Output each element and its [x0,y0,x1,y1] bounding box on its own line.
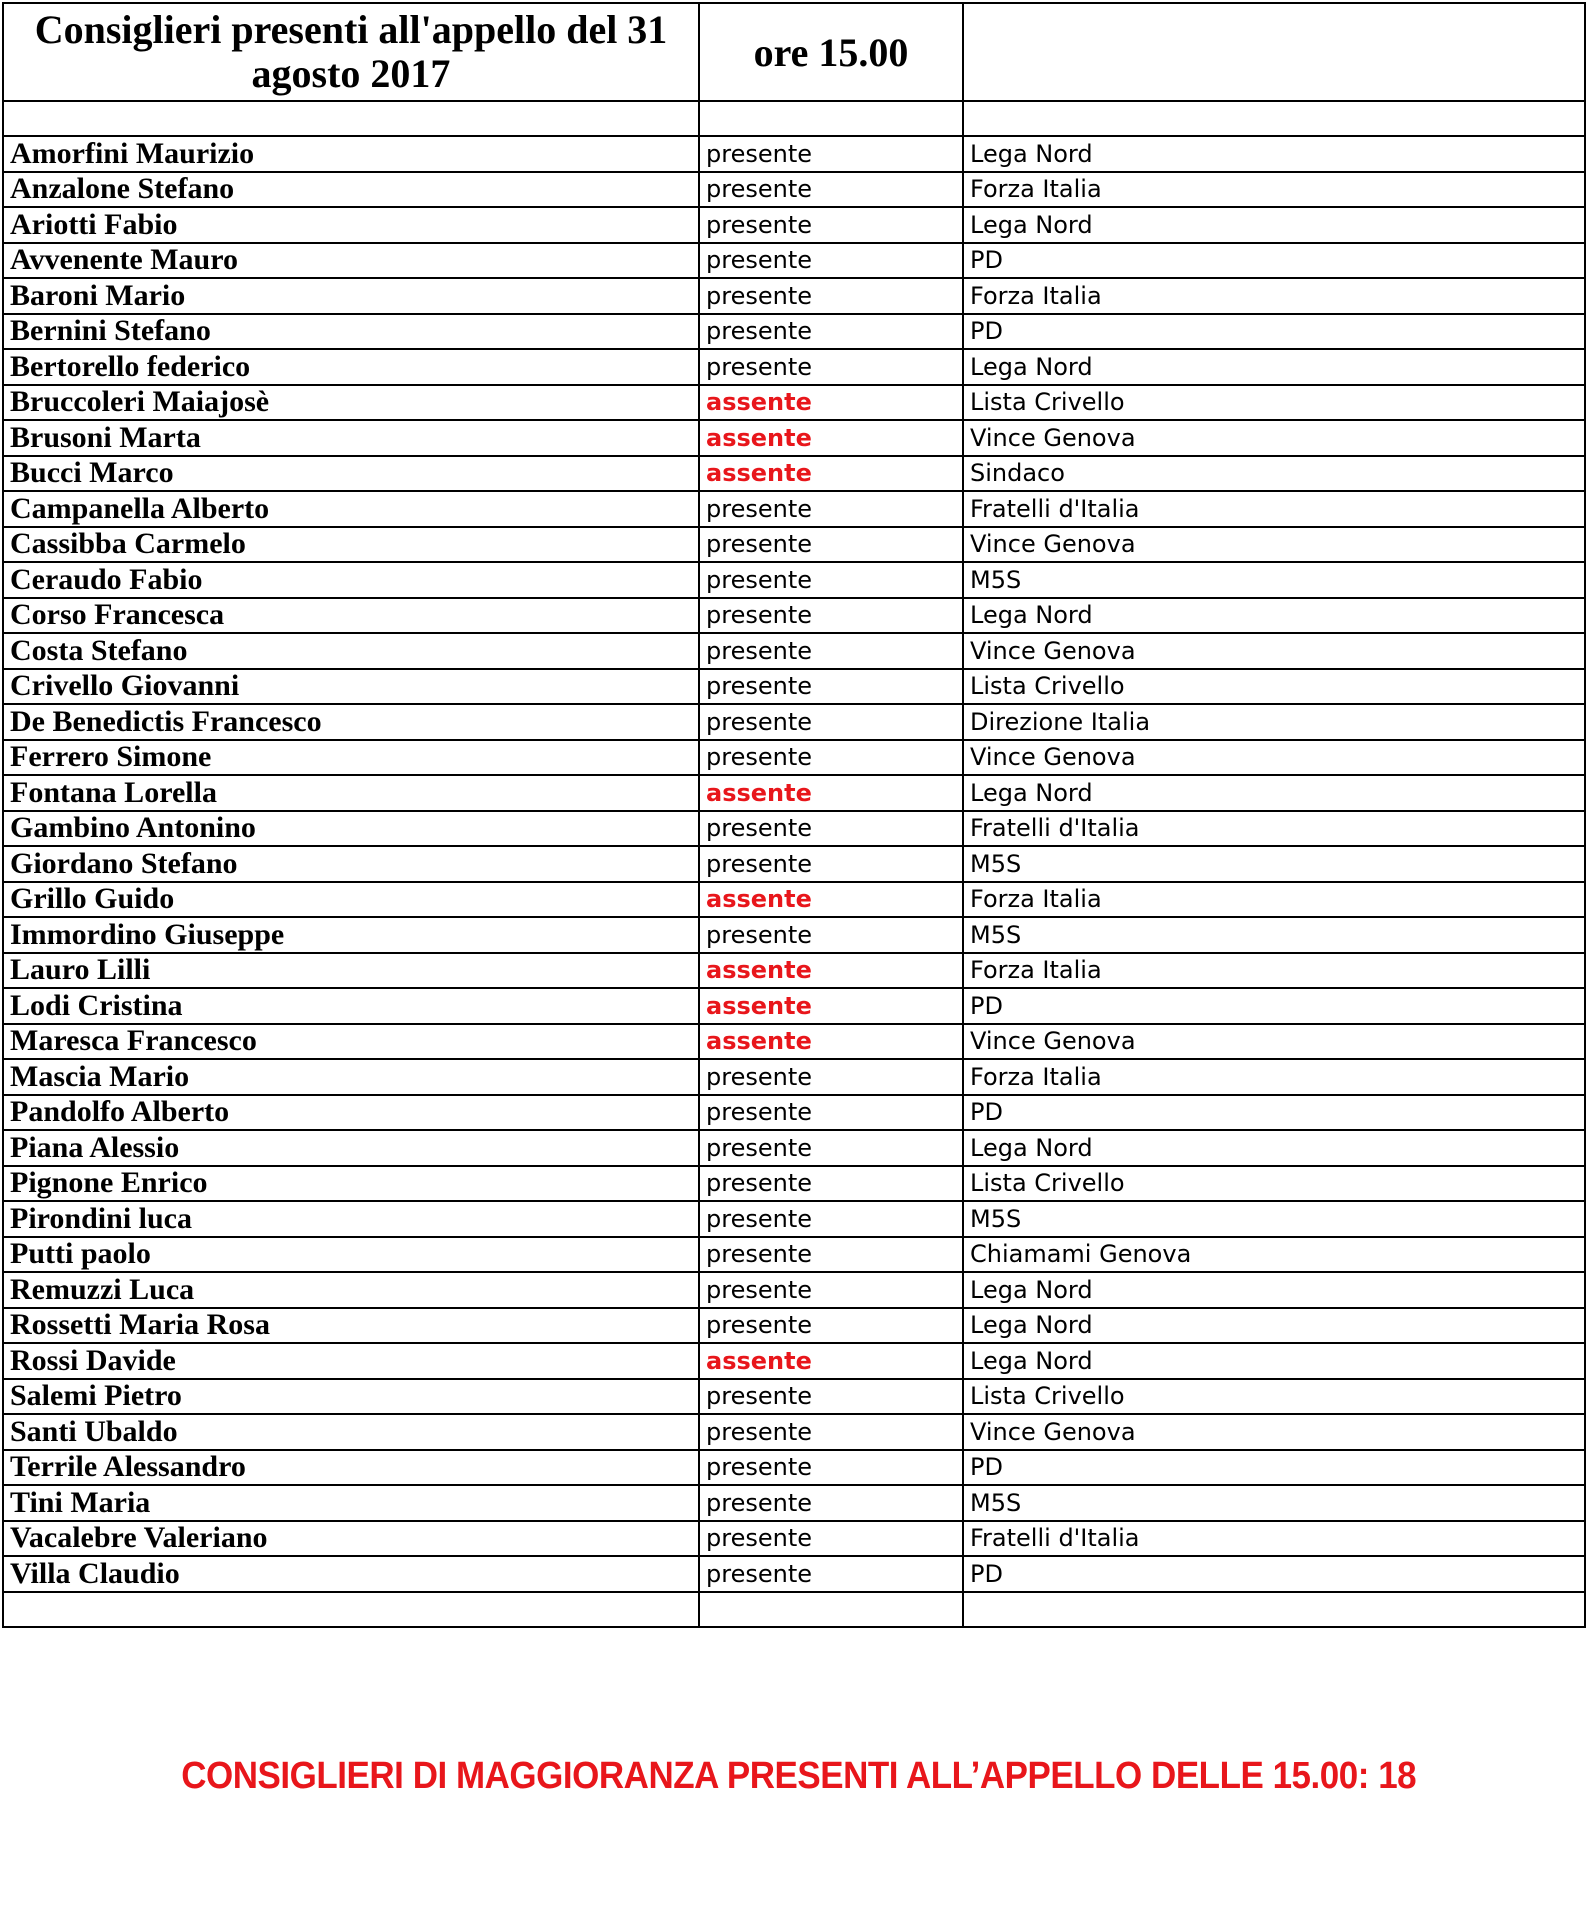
spacer-row [3,101,1585,136]
empty-cell [963,101,1585,136]
party-group: Lega Nord [963,1272,1585,1308]
attendance-status: presente [699,1308,963,1344]
councillor-name: Pirondini luca [3,1201,699,1237]
party-group: M5S [963,1485,1585,1521]
table-row [3,1414,1585,1450]
attendance-status: presente [699,1166,963,1202]
councillor-name: Campanella Alberto [3,491,699,527]
party-group: Forza Italia [963,1059,1585,1095]
party-group: Forza Italia [963,278,1585,314]
party-group: PD [963,988,1585,1024]
attendance-status: presente [699,1414,963,1450]
councillor-name: Pignone Enrico [3,1166,699,1202]
table-row [3,243,1585,279]
table-row [3,1308,1585,1344]
attendance-status: presente [699,491,963,527]
attendance-status: presente [699,243,963,279]
party-group: Lista Crivello [963,1166,1585,1202]
table-row [3,669,1585,705]
table-row [3,740,1585,776]
table-row [3,1024,1585,1060]
party-group: Direzione Italia [963,704,1585,740]
party-group: Vince Genova [963,633,1585,669]
party-group: Forza Italia [963,953,1585,989]
attendance-status: assente [699,385,963,421]
party-group: M5S [963,562,1585,598]
party-group: Lista Crivello [963,385,1585,421]
councillor-name: Pandolfo Alberto [3,1095,699,1131]
attendance-status: presente [699,278,963,314]
empty-cell [3,101,699,136]
councillor-name: Rossetti Maria Rosa [3,1308,699,1344]
councillor-name: Gambino Antonino [3,811,699,847]
attendance-status: presente [699,1130,963,1166]
attendance-status: presente [699,846,963,882]
councillor-name: Lodi Cristina [3,988,699,1024]
table-row [3,172,1585,208]
party-group: Forza Italia [963,882,1585,918]
councillor-name: Santi Ubaldo [3,1414,699,1450]
table-row [3,1379,1585,1415]
sheet-title: Consiglieri presenti all'appello del 31 agosto 2017 [3,3,699,101]
party-group: PD [963,243,1585,279]
councillor-name: Terrile Alessandro [3,1450,699,1486]
table-row [3,1095,1585,1131]
attendance-status: assente [699,953,963,989]
attendance-status: presente [699,1556,963,1592]
party-group: PD [963,1095,1585,1131]
attendance-status: presente [699,598,963,634]
table-row [3,207,1585,243]
attendance-status: presente [699,562,963,598]
party-group: Lega Nord [963,1343,1585,1379]
councillor-name: Bucci Marco [3,456,699,492]
councillor-name: Giordano Stefano [3,846,699,882]
councillor-name: Immordino Giuseppe [3,917,699,953]
table-row [3,917,1585,953]
attendance-status: assente [699,882,963,918]
councillor-name: Avvenente Mauro [3,243,699,279]
party-group: Lega Nord [963,349,1585,385]
party-group: Lega Nord [963,136,1585,172]
table-row [3,988,1585,1024]
party-group: Fratelli d'Italia [963,811,1585,847]
attendance-status: assente [699,775,963,811]
table-row [3,1237,1585,1273]
attendance-status: presente [699,740,963,776]
table-row [3,953,1585,989]
councillor-name: Bruccoleri Maiajosè [3,385,699,421]
party-group: M5S [963,917,1585,953]
table-row [3,1521,1585,1557]
party-group: M5S [963,1201,1585,1237]
councillor-name: Fontana Lorella [3,775,699,811]
attendance-status: assente [699,988,963,1024]
councillor-name: Piana Alessio [3,1130,699,1166]
table-row [3,136,1585,172]
party-group: Fratelli d'Italia [963,1521,1585,1557]
attendance-status: presente [699,1485,963,1521]
councillor-name: Cassibba Carmelo [3,527,699,563]
councillor-name: Bernini Stefano [3,314,699,350]
table-row [3,385,1585,421]
party-group: Lega Nord [963,598,1585,634]
session-time: ore 15.00 [699,3,963,101]
party-group: M5S [963,846,1585,882]
party-group: Vince Genova [963,1024,1585,1060]
councillor-name: Anzalone Stefano [3,172,699,208]
attendance-status: presente [699,669,963,705]
table-row [3,314,1585,350]
attendance-status: presente [699,811,963,847]
attendance-table [2,2,1586,1628]
empty-cell [699,101,963,136]
attendance-status: presente [699,1272,963,1308]
table-row [3,882,1585,918]
empty-row [3,1592,1585,1627]
table-row [3,1556,1585,1592]
table-row [3,1166,1585,1202]
majority-count-note: CONSIGLIERI DI MAGGIORANZA PRESENTI ALL’APPELLO DELLE 15.00: 18 [181,1755,1417,1797]
party-group: Vince Genova [963,527,1585,563]
attendance-status: presente [699,349,963,385]
attendance-status: presente [699,1095,963,1131]
councillor-name: Costa Stefano [3,633,699,669]
header-row [3,3,1585,101]
table-row [3,1130,1585,1166]
empty-cell [963,1592,1585,1627]
party-group: Vince Genova [963,420,1585,456]
councillor-name: Salemi Pietro [3,1379,699,1415]
empty-cell [699,1592,963,1627]
party-group: PD [963,1556,1585,1592]
councillor-name: Tini Maria [3,1485,699,1521]
table-row [3,527,1585,563]
table-row [3,278,1585,314]
councillor-name: Grillo Guido [3,882,699,918]
party-group: Sindaco [963,456,1585,492]
attendance-status: presente [699,172,963,208]
councillor-name: Crivello Giovanni [3,669,699,705]
party-group: Lega Nord [963,1308,1585,1344]
councillor-name: Amorfini Maurizio [3,136,699,172]
attendance-status: presente [699,1450,963,1486]
table-row [3,349,1585,385]
table-row [3,1450,1585,1486]
header-empty-cell [963,3,1585,101]
councillor-name: De Benedictis Francesco [3,704,699,740]
councillor-name: Putti paolo [3,1237,699,1273]
table-row [3,491,1585,527]
table-row [3,1059,1585,1095]
party-group: Lista Crivello [963,669,1585,705]
table-row [3,1272,1585,1308]
empty-cell [3,1592,699,1627]
table-row [3,1201,1585,1237]
councillor-name: Maresca Francesco [3,1024,699,1060]
party-group: Chiamami Genova [963,1237,1585,1273]
table-row [3,846,1585,882]
attendance-status: presente [699,704,963,740]
party-group: Vince Genova [963,740,1585,776]
table-row [3,456,1585,492]
party-group: Fratelli d'Italia [963,491,1585,527]
councillor-name: Corso Francesca [3,598,699,634]
table-row [3,775,1585,811]
attendance-status: assente [699,1024,963,1060]
councillor-name: Baroni Mario [3,278,699,314]
attendance-status: presente [699,1237,963,1273]
table-row [3,633,1585,669]
councillor-name: Ceraudo Fabio [3,562,699,598]
party-group: PD [963,314,1585,350]
attendance-sheet [2,2,1584,1628]
councillor-name: Ferrero Simone [3,740,699,776]
attendance-status: assente [699,420,963,456]
attendance-status: presente [699,527,963,563]
councillor-name: Vacalebre Valeriano [3,1521,699,1557]
councillor-name: Brusoni Marta [3,420,699,456]
attendance-status: assente [699,456,963,492]
attendance-status: presente [699,207,963,243]
councillor-name: Ariotti Fabio [3,207,699,243]
attendance-status: assente [699,1343,963,1379]
table-row [3,1343,1585,1379]
table-row [3,1485,1585,1521]
table-row [3,704,1585,740]
party-group: PD [963,1450,1585,1486]
party-group: Vince Genova [963,1414,1585,1450]
councillor-name: Bertorello federico [3,349,699,385]
councillor-name: Mascia Mario [3,1059,699,1095]
party-group: Lega Nord [963,775,1585,811]
party-group: Lega Nord [963,1130,1585,1166]
attendance-status: presente [699,314,963,350]
attendance-status: presente [699,917,963,953]
table-row [3,562,1585,598]
councillor-name: Lauro Lilli [3,953,699,989]
councillor-name: Remuzzi Luca [3,1272,699,1308]
party-group: Forza Italia [963,172,1585,208]
table-row [3,598,1585,634]
table-row [3,811,1585,847]
attendance-status: presente [699,1379,963,1415]
councillor-name: Rossi Davide [3,1343,699,1379]
attendance-status: presente [699,1059,963,1095]
attendance-status: presente [699,633,963,669]
table-row [3,420,1585,456]
attendance-status: presente [699,1201,963,1237]
party-group: Lista Crivello [963,1379,1585,1415]
attendance-status: presente [699,136,963,172]
councillor-name: Villa Claudio [3,1556,699,1592]
attendance-status: presente [699,1521,963,1557]
party-group: Lega Nord [963,207,1585,243]
